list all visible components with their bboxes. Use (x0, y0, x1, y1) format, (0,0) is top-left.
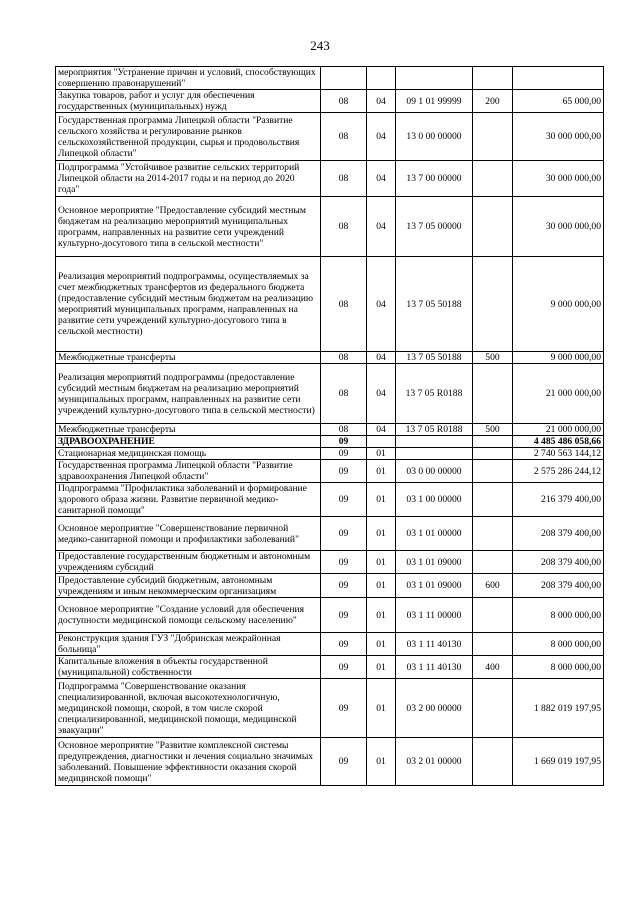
amount-cell: 30 000 000,00 (513, 161, 604, 197)
expense-type-cell (473, 633, 513, 656)
section-code-cell: 09 (321, 656, 367, 679)
section-code-cell: 09 (321, 598, 367, 633)
section-code-cell: 09 (321, 483, 367, 517)
subsection-code-cell: 01 (367, 679, 396, 738)
table-row (56, 424, 604, 436)
table-row (56, 483, 604, 517)
page-number: 243 (310, 38, 330, 53)
expense-type-cell: 500 (473, 352, 513, 364)
table-row (56, 738, 604, 786)
target-article-cell: 03 2 00 00000 (396, 679, 473, 738)
expense-type-cell: 500 (473, 424, 513, 436)
table-row (56, 679, 604, 738)
section-code-cell: 08 (321, 364, 367, 424)
row-name-cell: Государственная программа Липецкой области "Развитие здравоохранения Липецкой области" (56, 460, 321, 483)
target-article-cell: 13 0 00 00000 (396, 113, 473, 161)
amount-cell: 8 000 000,00 (513, 656, 604, 679)
target-article-cell: 03 2 01 00000 (396, 738, 473, 786)
section-code-cell: 08 (321, 197, 367, 257)
subsection-code-cell: 04 (367, 197, 396, 257)
expense-type-cell (473, 364, 513, 424)
expense-type-cell: 200 (473, 90, 513, 113)
table-row (56, 460, 604, 483)
subsection-code-cell: 04 (367, 424, 396, 436)
amount-cell: 208 379 400,00 (513, 517, 604, 551)
subsection-code-cell: 01 (367, 598, 396, 633)
section-code-cell: 09 (321, 551, 367, 574)
row-name-cell: Реализация мероприятий подпрограммы (предоставление субсидий местным бюджетам на реализацию мероприятий муниципальных программ, направленных на развитие сети учреждений культурно-досугового типа в сельской местности) (56, 364, 321, 424)
target-article-cell: 03 1 00 00000 (396, 483, 473, 517)
expense-type-cell (473, 517, 513, 551)
row-name-cell: ЗДРАВООХРАНЕНИЕ (56, 436, 321, 448)
amount-cell: 2 740 563 144,12 (513, 448, 604, 460)
table-row (56, 517, 604, 551)
table-row (56, 257, 604, 352)
subsection-code-cell: 04 (367, 113, 396, 161)
expense-type-cell (473, 197, 513, 257)
row-name-cell: Основное мероприятие "Предоставление субсидий местным бюджетам на реализацию мероприятий муниципальных программ, направленных на развитие сети учреждений культурно-досугового типа в сельской местности" (56, 197, 321, 257)
row-name-cell: Закупка товаров, работ и услуг для обеспечения государственных (муниципальных) нужд (56, 90, 321, 113)
target-article-cell: 03 1 01 09000 (396, 551, 473, 574)
amount-cell: 21 000 000,00 (513, 424, 604, 436)
table-row (56, 161, 604, 197)
amount-cell (513, 67, 604, 90)
subsection-code-cell: 04 (367, 161, 396, 197)
target-article-cell (396, 436, 473, 448)
target-article-cell: 13 7 00 00000 (396, 161, 473, 197)
target-article-cell (396, 67, 473, 90)
subsection-code-cell: 01 (367, 633, 396, 656)
table-row (56, 598, 604, 633)
section-code-cell: 08 (321, 352, 367, 364)
row-name-cell: Предоставление государственным бюджетным и автономным учреждениям субсидий (56, 551, 321, 574)
subsection-code-cell: 01 (367, 738, 396, 786)
subsection-code-cell: 01 (367, 460, 396, 483)
amount-cell: 65 000,00 (513, 90, 604, 113)
expense-type-cell (473, 460, 513, 483)
row-name-cell: Межбюджетные трансферты (56, 424, 321, 436)
expense-type-cell (473, 161, 513, 197)
target-article-cell: 09 1 01 99999 (396, 90, 473, 113)
amount-cell: 1 669 019 197,95 (513, 738, 604, 786)
table-row (56, 551, 604, 574)
row-name-cell: Межбюджетные трансферты (56, 352, 321, 364)
row-name-cell: Стационарная медицинская помощь (56, 448, 321, 460)
table-row (56, 90, 604, 113)
target-article-cell (396, 448, 473, 460)
section-code-cell: 08 (321, 113, 367, 161)
amount-cell: 9 000 000,00 (513, 352, 604, 364)
expense-type-cell (473, 257, 513, 352)
section-code-cell: 09 (321, 436, 367, 448)
row-name-cell: Подпрограмма "Совершенствование оказания специализированной, включая высокотехнологичную, медицинской помощи, скорой, в том числе скорой специализированной, медицинской помощи, медицинской эвакуации" (56, 679, 321, 738)
subsection-code-cell (367, 67, 396, 90)
subsection-code-cell: 01 (367, 551, 396, 574)
section-code-cell: 09 (321, 460, 367, 483)
subsection-code-cell: 01 (367, 483, 396, 517)
row-name-cell: Основное мероприятие "Создание условий для обеспечения доступности медицинской помощи сельскому населению" (56, 598, 321, 633)
subsection-code-cell: 01 (367, 448, 396, 460)
target-article-cell: 13 7 05 R0188 (396, 364, 473, 424)
table-row (56, 67, 604, 90)
amount-cell: 208 379 400,00 (513, 574, 604, 598)
section-code-cell: 08 (321, 424, 367, 436)
target-article-cell: 03 1 11 40130 (396, 633, 473, 656)
target-article-cell: 13 7 05 00000 (396, 197, 473, 257)
target-article-cell: 03 0 00 00000 (396, 460, 473, 483)
row-name-cell: Предоставление субсидий бюджетным, автономным учреждениям и иным некоммерческим организациям (56, 574, 321, 598)
row-name-cell: Реконструкция здания ГУЗ "Добринская межрайонная больница" (56, 633, 321, 656)
amount-cell: 8 000 000,00 (513, 633, 604, 656)
table-row (56, 352, 604, 364)
amount-cell: 30 000 000,00 (513, 113, 604, 161)
target-article-cell: 13 7 05 R0188 (396, 424, 473, 436)
section-code-cell: 09 (321, 679, 367, 738)
row-name-cell: Подпрограмма "Устойчивое развитие сельских территорий Липецкой области на 2014-2017 годы и на период до 2020 года" (56, 161, 321, 197)
expense-type-cell: 600 (473, 574, 513, 598)
target-article-cell: 13 7 05 50188 (396, 257, 473, 352)
expense-type-cell (473, 483, 513, 517)
expense-type-cell (473, 738, 513, 786)
subsection-code-cell: 01 (367, 574, 396, 598)
table-row (56, 436, 604, 448)
section-code-cell: 09 (321, 574, 367, 598)
row-name-cell: Основное мероприятие "Развитие комплексной системы предупреждения, диагностики и лечения социально значимых заболеваний. Повышение эффективности оказания скорой медицинской помощи" (56, 738, 321, 786)
amount-cell: 216 379 400,00 (513, 483, 604, 517)
expense-type-cell (473, 113, 513, 161)
target-article-cell: 03 1 01 09000 (396, 574, 473, 598)
row-name-cell: Государственная программа Липецкой области "Развитие сельского хозяйства и регулирование рынков сельскохозяйственной продукции, сырья и продовольствия Липецкой области" (56, 113, 321, 161)
section-code-cell: 09 (321, 517, 367, 551)
expense-type-cell (473, 679, 513, 738)
section-code-cell: 09 (321, 738, 367, 786)
amount-cell: 8 000 000,00 (513, 598, 604, 633)
table-row (56, 364, 604, 424)
subsection-code-cell: 04 (367, 257, 396, 352)
section-code-cell: 09 (321, 448, 367, 460)
amount-cell: 1 882 019 197,95 (513, 679, 604, 738)
subsection-code-cell (367, 436, 396, 448)
table-row (56, 633, 604, 656)
amount-cell: 30 000 000,00 (513, 197, 604, 257)
row-name-cell: мероприятия "Устранение причин и условий, способствующих совершению правонарушений" (56, 67, 321, 90)
amount-cell: 208 379 400,00 (513, 551, 604, 574)
target-article-cell: 13 7 05 50188 (396, 352, 473, 364)
target-article-cell: 03 1 11 40130 (396, 656, 473, 679)
table-row (56, 656, 604, 679)
subsection-code-cell: 01 (367, 656, 396, 679)
row-name-cell: Подпрограмма "Профилактика заболеваний и формирование здорового образа жизни. Развитие первичной медико-санитарной помощи" (56, 483, 321, 517)
row-name-cell: Основное мероприятие "Совершенствование первичной медико-санитарной помощи и профилактики заболеваний" (56, 517, 321, 551)
expense-type-cell (473, 598, 513, 633)
budget-table (55, 66, 604, 786)
expense-type-cell (473, 448, 513, 460)
table-row (56, 574, 604, 598)
amount-cell: 4 485 486 058,66 (513, 436, 604, 448)
row-name-cell: Капитальные вложения в объекты государственной (муниципальной) собственности (56, 656, 321, 679)
target-article-cell: 03 1 11 00000 (396, 598, 473, 633)
table-row (56, 113, 604, 161)
section-code-cell: 08 (321, 257, 367, 352)
amount-cell: 9 000 000,00 (513, 257, 604, 352)
row-name-cell: Реализация мероприятий подпрограммы, осуществляемых за счет межбюджетных трансфертов из федерального бюджета (предоставление субсидий местным бюджетам на реализацию мероприятий муниципальных программ, направленных на развитие сети учреждений культурно-досугового типа в сельской местности) (56, 257, 321, 352)
section-code-cell: 08 (321, 161, 367, 197)
subsection-code-cell: 04 (367, 352, 396, 364)
amount-cell: 2 575 286 244,12 (513, 460, 604, 483)
table-row (56, 448, 604, 460)
expense-type-cell: 400 (473, 656, 513, 679)
section-code-cell: 08 (321, 90, 367, 113)
budget-table-body (56, 67, 604, 786)
target-article-cell: 03 1 01 00000 (396, 517, 473, 551)
expense-type-cell (473, 551, 513, 574)
subsection-code-cell: 04 (367, 364, 396, 424)
section-code-cell (321, 67, 367, 90)
expense-type-cell (473, 436, 513, 448)
section-code-cell: 09 (321, 633, 367, 656)
expense-type-cell (473, 67, 513, 90)
subsection-code-cell: 01 (367, 517, 396, 551)
amount-cell: 21 000 000,00 (513, 364, 604, 424)
subsection-code-cell: 04 (367, 90, 396, 113)
table-row (56, 197, 604, 257)
